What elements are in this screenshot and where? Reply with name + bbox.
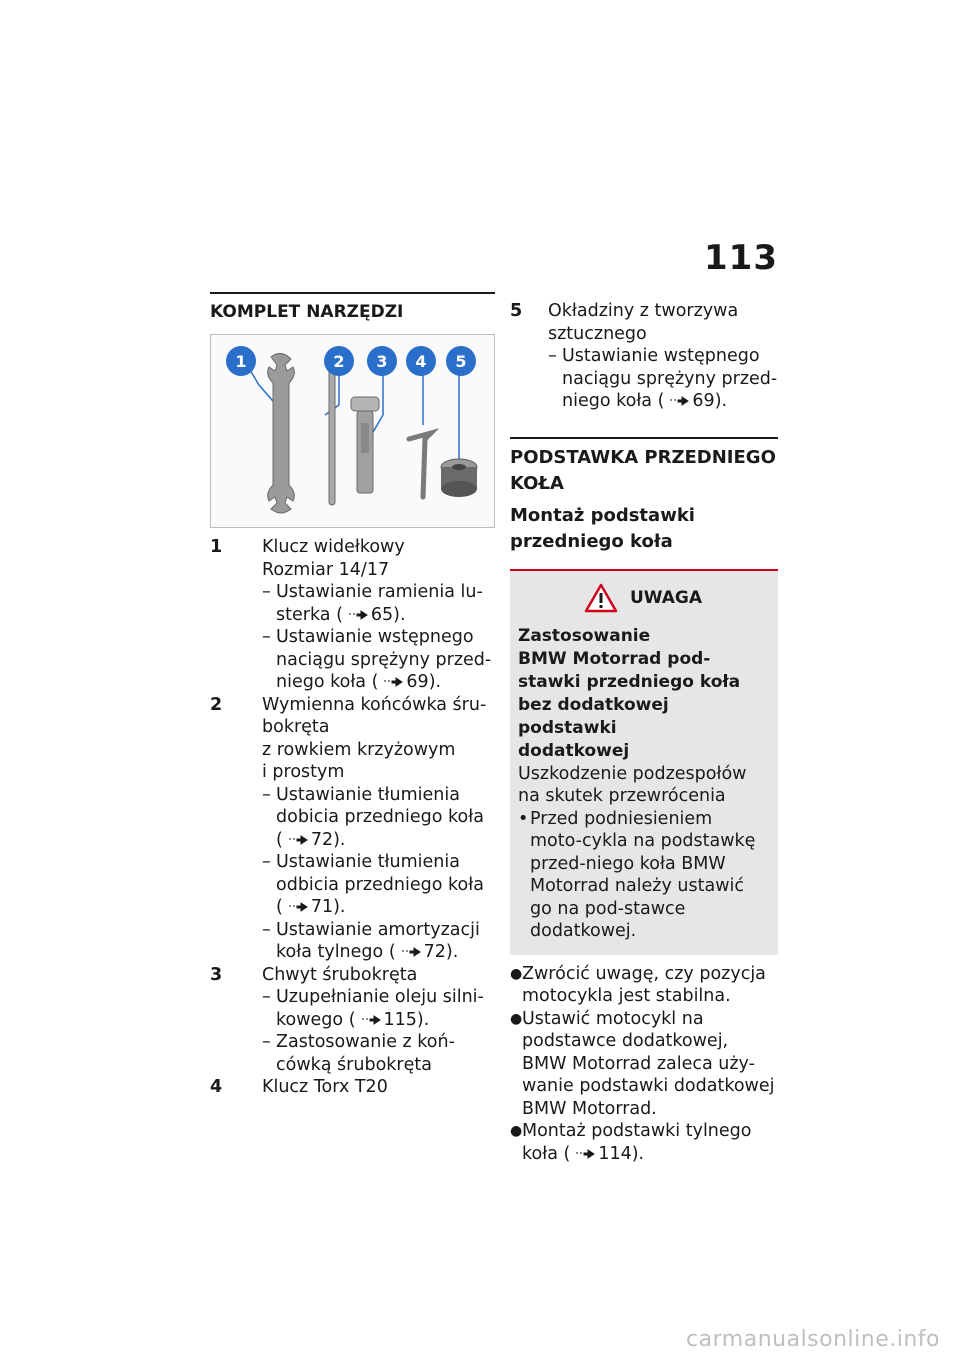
instruction-list [510,963,778,1166]
notice-bullet-text: Przed podniesieniem moto-cykla na podstawkę przed-niego koła BMW Motorrad należy ustawić go na pod-stawce dodatkowej. [530,808,756,941]
callout-4-label: 4 [415,352,427,371]
section-rule [210,292,495,294]
page-reference-link[interactable]: ( 72). [388,942,459,962]
usage-text: Zastosowanie z koń-cówką śrubokręta [276,1032,455,1075]
toolkit-illustration [211,335,494,527]
arrow-right-icon [347,609,369,621]
page-reference-link[interactable]: ( 65). [336,604,406,625]
tool-item [210,694,495,784]
arrow-right-icon [287,834,309,846]
right-column [510,292,778,1165]
tool-name: sztucznego [548,323,647,344]
arrow-right-icon [400,946,422,958]
torx-key-illustration [409,433,431,497]
page-reference: 72). [310,829,346,850]
usage-text: Ustawianie tłumienia dobicia przedniego koła [276,784,484,827]
tool-name: Klucz widełkowy [262,537,405,557]
page-reference: 115). [383,1009,430,1030]
instruction-text: Ustawić motocykl na podstawce dodatkowej, BMW Motorrad zaleca uży-wanie podstawki dodatkowej BMW Motorrad. [522,1008,775,1119]
page-reference-link[interactable]: ( 69). [657,391,728,411]
instruction-text: Zwrócić uwagę, czy pozycja motocykla jest stabilna. [522,963,766,1006]
open-end-wrench-illustration [268,353,295,513]
usage-text: Ustawianie amortyzacji koła tylnego [276,919,480,962]
tool-usage: – Ustawianie amortyzacji koła tylnego ( 72). [262,919,480,962]
tool-item [210,536,495,581]
arrow-right-icon [287,901,309,913]
tool-list [210,536,495,1099]
notice-title: BMW Motorrad pod- [518,648,711,669]
tool-usage: – Ustawianie tłumienia dobicia przedniego koła ( 72). [262,784,484,850]
page-reference: 71). [310,897,346,917]
page-reference: 72). [423,942,459,962]
tool-size: Rozmiar 14/17 [262,559,390,580]
usage-text: Ustawianie tłumienia odbicia przedniego koła [276,852,484,895]
instruction-item: ● Ustawić motocykl na podstawce dodatkowej, BMW Motorrad zaleca uży-wanie podstawki dodatkowej BMW Motorrad. [510,1008,778,1121]
page-reference-link[interactable]: ( 72). [276,829,346,850]
tool-usage: – Ustawianie tłumienia odbicia przedniego koła ( 71). [262,852,484,917]
usage-text: Uzupełnianie oleju silni-kowego [276,987,484,1030]
callout-1-label: 1 [235,352,247,371]
page-reference-link[interactable] [570,1144,644,1164]
tool-number: 2 [210,694,223,715]
tool-detail: z rowkiem krzyżowym [262,739,456,760]
notice-bullet: • Przed podniesieniem moto-cykla na podstawkę przed-niego koła BMW Motorrad należy ustawić go na pod-stawce dodatkowej. [518,808,768,943]
arrow-right-icon [574,1148,596,1160]
notice-title: Zastosowanie [518,625,651,646]
tool-name: Okładziny z tworzywa [548,301,739,321]
tool-list-continued [510,300,778,413]
instruction-text: Montaż podstawki tylnego koła ( [522,1121,752,1164]
usage-text: Ustawianie wstępnego naciągu sprężyny przed-niego koła [276,627,492,692]
notice-label: UWAGA [629,587,703,608]
toolkit-figure [210,334,495,528]
callout-5-label: 5 [455,352,467,371]
arrow-right-icon [382,676,404,688]
usage-text: Ustawianie wstępnego naciągu sprężyny przed-niego koła [562,346,778,411]
page-number: 113 [704,238,778,278]
tool-number: 4 [210,1077,223,1097]
notice-title: dodatkowej [518,740,630,761]
page-reference: 114). [598,1143,645,1164]
plastic-cap-illustration [441,459,477,497]
tool-item [210,964,495,987]
page-reference-link[interactable]: ( 69). [371,672,442,692]
watermark: carmanualsonline.info [686,1327,940,1352]
section-title-front-stand: PODSTAWKA PRZEDNIEGO KOŁA [510,446,776,494]
callout-2-label: 2 [333,352,345,371]
page-reference-link[interactable]: ( 71). [276,897,346,917]
tool-number: 5 [510,301,523,321]
page-reference: 69). [692,391,728,411]
screwdriver-handle-illustration [351,397,379,493]
page-reference-link[interactable]: ( 115). [348,1009,430,1030]
tool-usage: – Ustawianie wstępnego naciągu sprężyny przed-niego koła ( 69). [548,346,778,411]
warning-triangle-icon [584,583,618,613]
tool-number: 1 [210,537,223,557]
arrow-right-icon [668,395,690,407]
tool-detail: i prostym [262,762,345,782]
tool-usage: – Ustawianie ramienia lu-sterka ( 65). [262,582,483,625]
instruction-item: ● Zwrócić uwagę, czy pozycja motocykla jest stabilna. [510,963,778,1008]
tool-name: Klucz Torx T20 [262,1077,388,1097]
instruction-item: ● Montaż podstawki tylnego koła ( 114). [510,1121,752,1164]
screwdriver-bit-illustration [329,365,335,505]
section-title-toolkit: KOMPLET NARZĘDZI [210,302,404,322]
tool-item [210,1076,495,1099]
tool-usage: – Zastosowanie z koń-cówką śrubokręta [210,1031,495,1076]
notice-title: bez dodatkowej podstawki [518,694,669,738]
tool-name: Chwyt śrubokręta [262,964,418,985]
tool-name: Wymienna końcówka śru-bokręta [262,694,487,737]
notice-title: stawki przedniego koła [518,671,741,692]
callout-3-label: 3 [376,352,388,371]
subheading-mount-stand: Montaż podstawki przedniego koła [510,504,695,552]
tool-usage: – Uzupełnianie oleju silni-kowego ( 115). [262,987,484,1030]
tool-usage: – Ustawianie wstępnego naciągu sprężyny przed-niego koła ( 69). [262,627,492,692]
arrow-right-icon [360,1014,382,1026]
warning-notice [510,569,778,955]
tool-item [510,300,778,345]
left-column [210,292,495,1099]
tool-number: 3 [210,964,223,985]
notice-text: Uszkodzenie podzespołów na skutek przewrócenia [518,763,747,806]
usage-text: Ustawianie ramienia lu-sterka [276,582,483,625]
page-reference: 69). [406,672,442,692]
page-reference: 65). [370,604,406,625]
section-rule [510,437,778,439]
